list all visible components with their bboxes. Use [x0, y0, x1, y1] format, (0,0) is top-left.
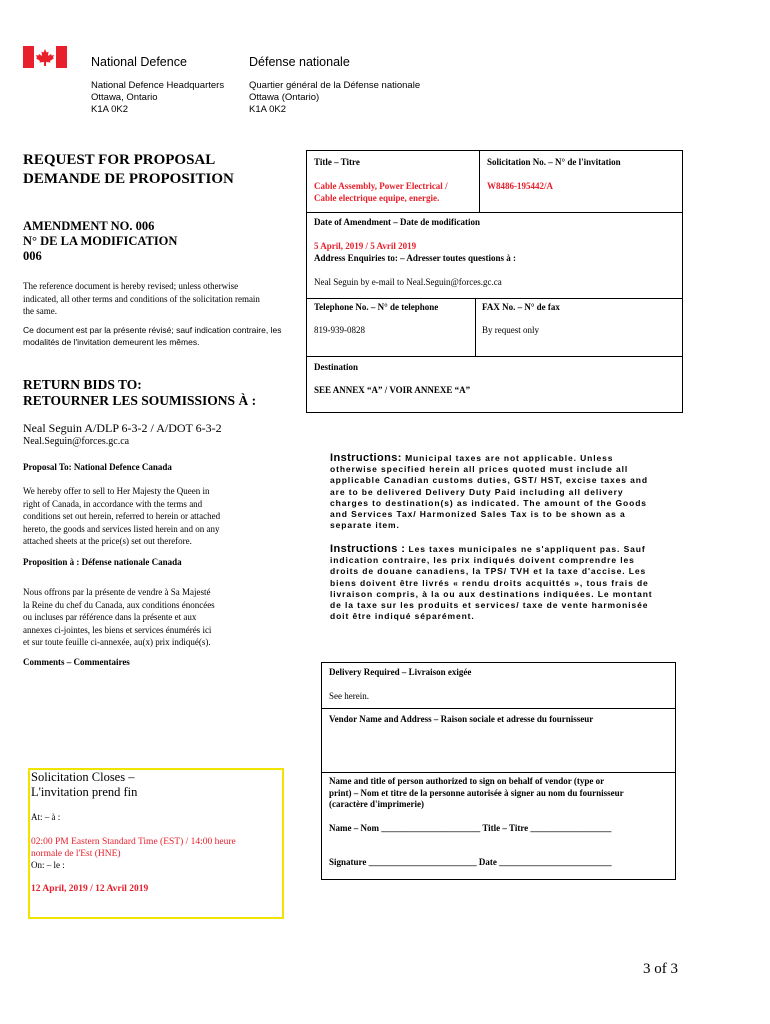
solicitation-number: W8486-195442/A — [487, 181, 553, 191]
offer-text-en: We hereby offer to sell to Her Majesty the Queen in right of Canada, in accordance with the terms and conditions set out herein, referred to herein or attached hereto, the goods and services listed herein and on any attached sheets at the price(s) set out therefore. — [23, 486, 221, 546]
box-divider — [321, 772, 676, 773]
delivery-required-value: See herein. — [329, 691, 369, 701]
telephone-value: 819-939-0828 — [314, 325, 365, 335]
delivery-required-label: Delivery Required – Livraison exigée — [329, 667, 472, 677]
destination-value: SEE ANNEX “A” / VOIR ANNEXE “A” — [314, 385, 471, 395]
org-name-en: National Defence — [91, 55, 187, 69]
revised-notice-fr: Ce document est par la présente révisé; sauf indication contraire, les modalités de l'invitation demeurent les mêmes. — [23, 325, 282, 347]
address-fr: Quartier général de la Défense nationale Ottawa (Ontario) K1A 0K2 — [249, 80, 421, 115]
signature-date-line: Signature ________________________ Date _________________________ — [329, 857, 612, 867]
name-title-line: Name – Nom ______________________ Title – Titre __________________ — [329, 823, 612, 833]
table-divider — [306, 212, 683, 213]
closes-on-label: On: – le : — [31, 860, 65, 870]
solicitation-closes-title: Solicitation Closes – L'invitation prend fin — [31, 770, 138, 799]
amendment-number: AMENDMENT NO. 006 N° DE LA MODIFICATION 006 — [23, 219, 178, 263]
amendment-date-label: Date of Amendment – Date de modification — [314, 217, 480, 227]
destination-label: Destination — [314, 362, 359, 372]
instructions-fr: Instructions : Les taxes municipales ne s'appliquent pas. Sauf indication contraire, les prix indiqués doivent comprendre les droits de douane canadiens, la TPS/ TVH et la taxe d'accise. Les biens doivent être livrés « rendu droits acquittés », tous frais de livraison compris, à la ou aux destinations indiquées. Le montant de la taxe sur les produits et services/ taxe de vente harmonisée doit être indiqué séparément. — [330, 543, 653, 622]
rfp-title: REQUEST FOR PROPOSAL DEMANDE DE PROPOSITION — [23, 152, 234, 187]
authorized-person-label: Name and title of person authorized to sign on behalf of vendor (type or print) – Nom et titre de la personne autorisée à signer au nom du fournisseur (caractère d'imprimerie) — [329, 776, 624, 809]
org-name-fr: Défense nationale — [249, 55, 350, 69]
page-number: 3 of 3 — [643, 961, 678, 977]
address-enquiries-label: Address Enquiries to: – Adresser toutes questions à : — [314, 253, 517, 263]
closes-date: 12 April, 2019 / 12 Avril 2019 — [31, 884, 149, 894]
comments-label: Comments – Commentaires — [23, 657, 130, 667]
offer-text-fr: Nous offrons par la présente de vendre à Sa Majesté la Reine du chef du Canada, aux conditions énoncées ou incluses par référence dans la présente et aux annexes ci-jointes, les biens et services énumérés ici et sur toute feuille ci-annexée, au(x) prix indiqué(s). — [23, 587, 215, 647]
return-bids-heading: RETURN BIDS TO: RETOURNER LES SOUMISSIONS À : — [23, 377, 257, 408]
table-divider — [475, 298, 476, 356]
closes-time: 02:00 PM Eastern Standard Time (EST) / 14:00 heure normale de l'Est (HNE) — [31, 837, 236, 859]
box-divider — [321, 708, 676, 709]
closes-at-label: At: – à : — [31, 812, 61, 822]
proposal-to-fr: Proposition à : Défense nationale Canada — [23, 557, 182, 567]
return-bids-email: Neal.Seguin@forces.gc.ca — [23, 436, 130, 447]
address-en: National Defence Headquarters Ottawa, Ontario K1A 0K2 — [91, 80, 225, 115]
table-divider — [479, 150, 480, 212]
telephone-label: Telephone No. – N° de telephone — [314, 302, 439, 312]
amendment-date-value: 5 April, 2019 / 5 Avril 2019 — [314, 241, 417, 251]
title-label: Title – Titre — [314, 157, 360, 167]
vendor-info-box — [321, 662, 676, 880]
address-enquiries-value: Neal Seguin by e-mail to Neal.Seguin@forces.gc.ca — [314, 277, 502, 287]
table-divider — [306, 298, 683, 299]
title-value: Cable Assembly, Power Electrical / Cable electrique equipe, energie. — [314, 181, 448, 203]
canada-flag-logo — [23, 46, 67, 68]
revised-notice-en: The reference document is hereby revised; unless otherwise indicated, all other terms and conditions of the solicitation remain the same. — [23, 281, 260, 316]
fax-label: FAX No. – N° de fax — [482, 302, 560, 312]
return-bids-address: Neal Seguin A/DLP 6-3-2 / A/DOT 6-3-2 — [23, 421, 222, 435]
instructions-en: Instructions: Municipal taxes are not applicable. Unless otherwise specified herein all prices quoted must include all applicable Canadian customs duties, GST/ HST, excise taxes and are to be delivered Delivery Duty Paid including all delivery charges to destination(s) as indicated. The amount of the Goods and Services Tax/ Harmonized Sales Tax is to be shown as a separate item. — [330, 452, 648, 531]
fax-value: By request only — [482, 325, 539, 335]
proposal-to-en: Proposal To: National Defence Canada — [23, 462, 172, 472]
vendor-name-address-label: Vendor Name and Address – Raison sociale et adresse du fournisseur — [329, 714, 594, 724]
table-divider — [306, 356, 683, 357]
solicitation-label: Solicitation No. – N° de l'invitation — [487, 157, 621, 167]
